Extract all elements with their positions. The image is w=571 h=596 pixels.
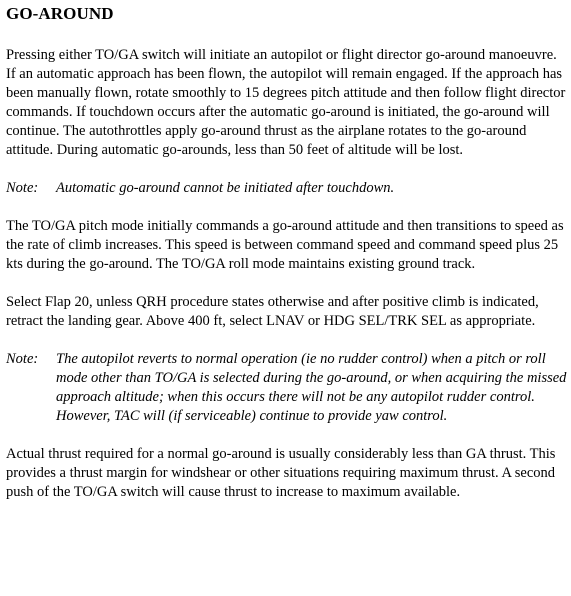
note-text: The autopilot reverts to normal operation (ie no rudder control) when a pitch or roll mode other than TO/GA is selected during the go-around, or when acquiring the missed approach altitude; when this occurs there will not be any autopilot rudder control. However, TAC will (if serviceable) continue to provide yaw control. [56,351,567,424]
note-label: Note: [6,180,39,196]
paragraph-flap-gear: Select Flap 20, unless QRH procedure states otherwise and after positive climb is indicated, retract the landing gear. Above 400 ft, select LNAV or HDG SEL/TRK SEL as appropriate. [6,294,539,329]
note-touchdown [6,179,568,198]
note-autopilot-reversion [6,350,568,426]
document-page [6,4,568,502]
note-text: Automatic go-around cannot be initiated after touchdown. [56,180,395,196]
paragraph-toga-initiation: Pressing either TO/GA switch will initiate an autopilot or flight director go-around manoeuvre. If an automatic approach has been flown, the autopilot will remain engaged. If the approach has been manually flown, rotate smoothly to 15 degrees pitch attitude and then follow flight director commands. If touchdown occurs after the automatic go-around is initiated, the go-around will continue. The autothrottles apply go-around thrust as the airplane rotates to the go-around attitude. During automatic go-arounds, less than 50 feet of altitude will be lost. [6,47,566,158]
page-title: GO-AROUND [6,4,114,23]
paragraph-pitch-roll-mode: The TO/GA pitch mode initially commands a go-around attitude and then transitions to speed as the rate of climb increases. This speed is between command speed and command speed plus 25 kts during the go-around. The TO/GA roll mode maintains existing ground track. [6,218,564,272]
paragraph-thrust-margin: Actual thrust required for a normal go-around is usually considerably less than GA thrust. This provides a thrust margin for windshear or other situations requiring maximum thrust. A second push of the TO/GA switch will cause thrust to increase to maximum available. [6,446,556,500]
note-label: Note: [6,351,39,367]
